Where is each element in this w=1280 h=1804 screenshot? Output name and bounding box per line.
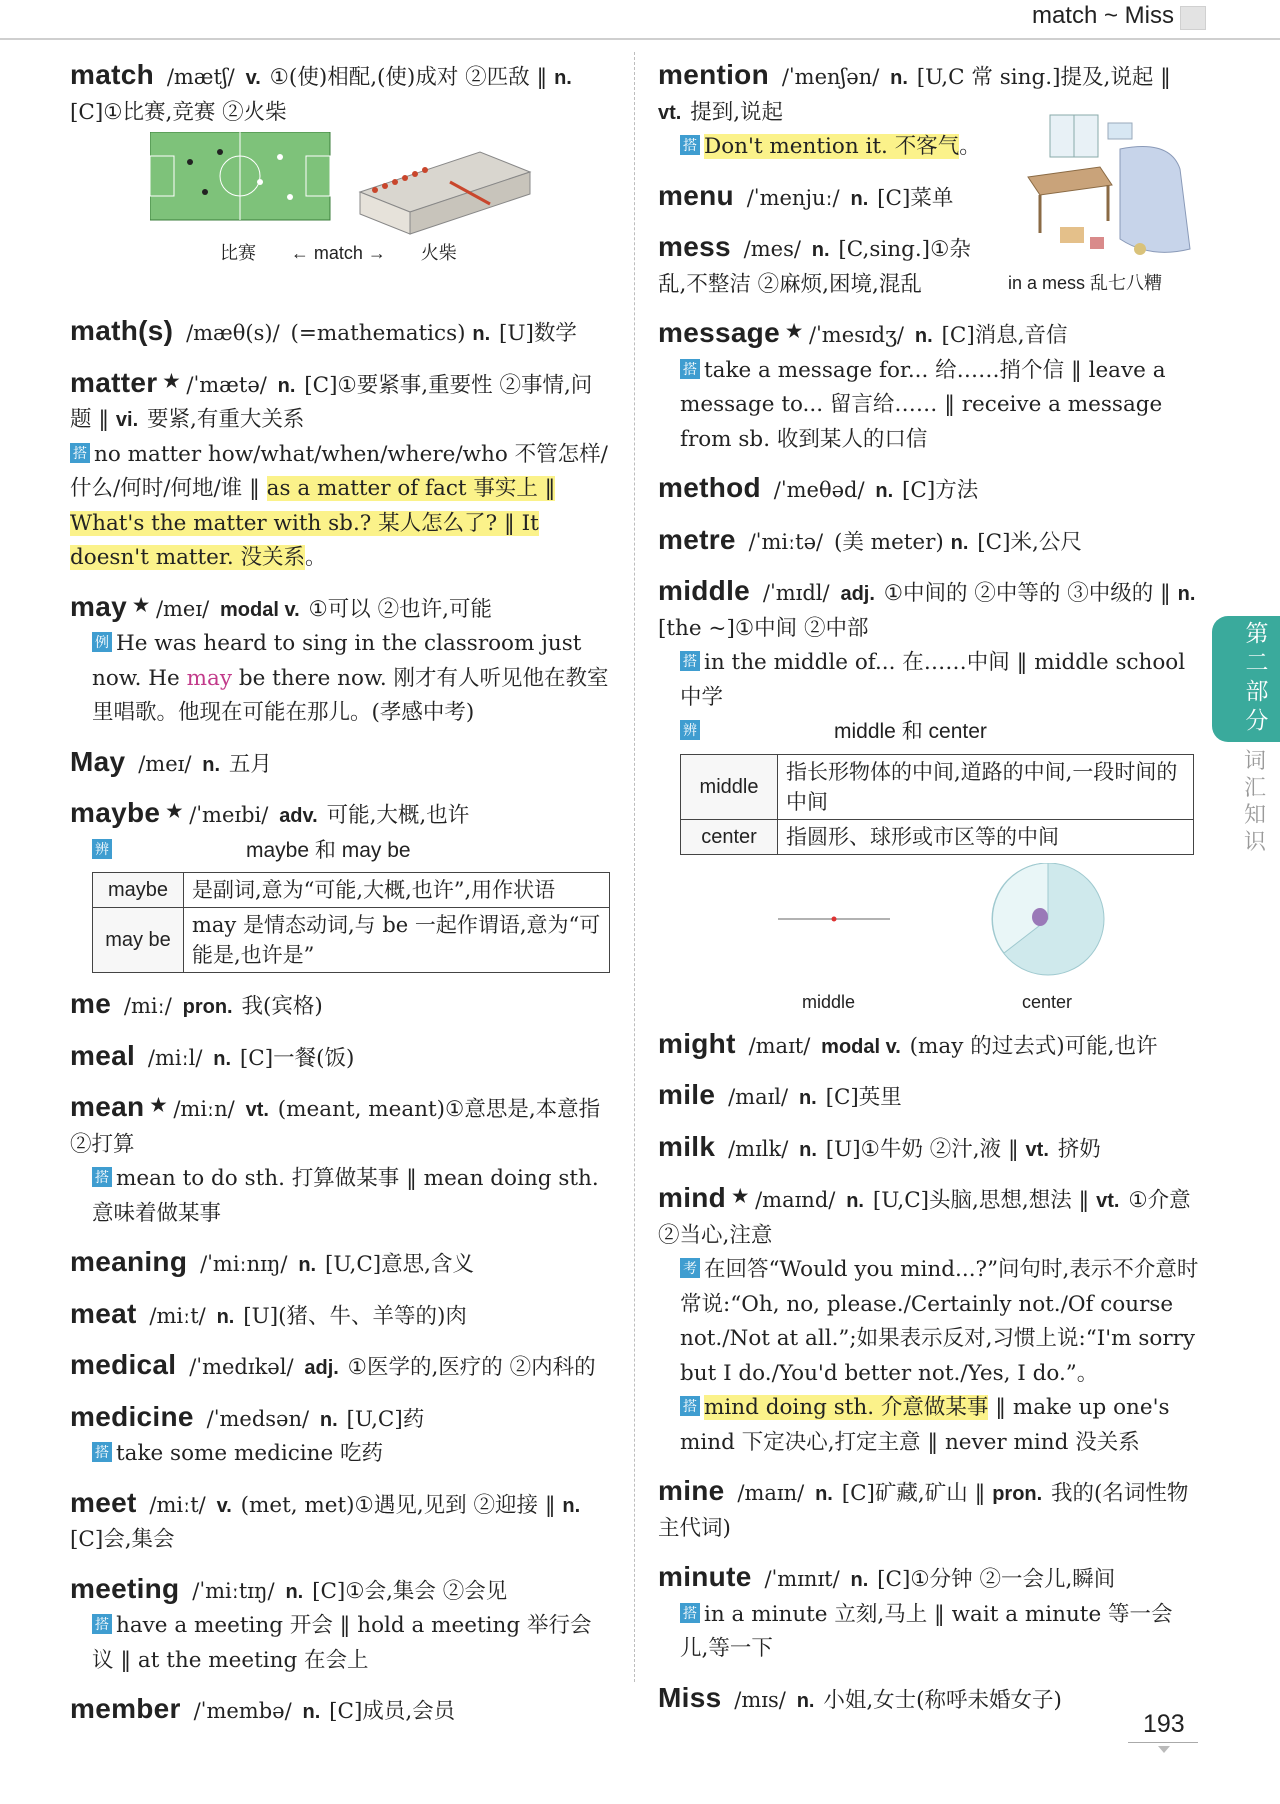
phonetic: /ˈmeθəd/ xyxy=(773,478,865,502)
headword: member xyxy=(70,1693,181,1724)
definition: [C]英里 xyxy=(825,1085,902,1110)
definition: [the ~]①中间 ②中部 xyxy=(658,615,869,641)
headword: mind xyxy=(658,1182,727,1213)
distinguish-title: middle 和 center xyxy=(834,720,987,743)
table-row xyxy=(93,908,610,973)
part-of-speech: modal v. xyxy=(220,598,300,621)
headword: minute xyxy=(658,1561,752,1592)
headword: May xyxy=(70,745,126,777)
definition: ①中间的 ②中等的 ③中级的 ‖ xyxy=(883,581,1178,606)
definition: (=mathematics) xyxy=(290,321,466,346)
entry-mean xyxy=(70,1090,610,1231)
part-of-speech: n. xyxy=(277,374,296,397)
definition: [U](猪、牛、羊等的)肉 xyxy=(243,1303,467,1329)
definition: 五月 xyxy=(228,751,272,777)
part-of-speech: n. xyxy=(815,1483,833,1505)
headword: meet xyxy=(70,1486,137,1518)
collocation-tag: 搭 xyxy=(70,443,90,463)
part-of-speech: n. xyxy=(472,323,491,345)
entry-matter xyxy=(70,366,610,576)
phonetic: /miːn/ xyxy=(173,1097,235,1121)
menu-mess-text xyxy=(658,179,998,303)
phonetic: /ˈmedsən/ xyxy=(206,1406,310,1431)
part-of-speech: n. xyxy=(202,753,221,776)
phonetic: /ˈmeɪbi/ xyxy=(189,803,269,827)
entry-meeting xyxy=(70,1572,610,1679)
collocation-tag: 搭 xyxy=(680,651,700,671)
middle-center-illustration xyxy=(658,855,1200,1013)
collocations xyxy=(70,1609,610,1678)
headword: matter xyxy=(70,366,158,398)
headword: medicine xyxy=(70,1400,194,1432)
phonetic: /mes/ xyxy=(743,237,801,261)
part-of-speech: n. xyxy=(850,1569,869,1591)
part-of-speech: v. xyxy=(245,67,261,89)
distinguish-header xyxy=(658,715,1200,750)
definition: 我的(名词性物主代词) xyxy=(658,1481,1189,1541)
headword: mean xyxy=(70,1091,145,1122)
entry-member xyxy=(70,1692,610,1730)
collocation-tag: 搭 xyxy=(680,135,700,155)
entry-milk xyxy=(658,1130,1200,1168)
headword: milk xyxy=(658,1130,716,1162)
section-sublabel: 词汇知识 xyxy=(1243,749,1266,855)
example-text: be there now. 刚才有人听见他在教室里唱歌。他现在可能在那儿。(孝感中考) xyxy=(92,665,609,725)
phonetic: /ˈmɪnɪt/ xyxy=(764,1567,840,1591)
caption-middle: middle xyxy=(802,991,856,1012)
entry-medical xyxy=(70,1348,610,1386)
definition: [C]会,集会 xyxy=(70,1527,175,1552)
example-keyword: may xyxy=(186,665,232,691)
definition: [U,C]药 xyxy=(346,1406,425,1432)
star-mark: ★ xyxy=(163,370,180,391)
definition: [C]消息,音信 xyxy=(941,323,1068,348)
phonetic: /miːt/ xyxy=(149,1492,206,1517)
part-of-speech: n. xyxy=(1177,583,1196,605)
collocation-tag: 搭 xyxy=(92,1442,112,1462)
collocation-highlight: mind doing sth. 介意做某事 xyxy=(704,1395,989,1420)
part-of-speech: n. xyxy=(796,1689,815,1712)
part-of-speech: n. xyxy=(890,67,908,89)
table-row xyxy=(681,754,1194,819)
part-of-speech: n. xyxy=(319,1408,338,1431)
part-of-speech: vt. xyxy=(245,1099,269,1121)
menu-mess-block xyxy=(658,179,1200,303)
phonetic: /ˈmiːtə/ xyxy=(748,529,824,554)
phonetic: /meɪ/ xyxy=(155,596,210,621)
part-of-speech: n. xyxy=(799,1138,817,1161)
part-of-speech: n. xyxy=(850,187,869,210)
left-column xyxy=(70,58,610,1744)
star-mark: ★ xyxy=(732,1186,749,1206)
punctuation: 。 xyxy=(959,134,981,159)
definition: (may 的过去式)可能,也许 xyxy=(909,1033,1158,1059)
definition: [C,sing.]①杂乱,不整洁 ②麻烦,困境,混乱 xyxy=(658,237,971,297)
phonetic: /ˈmenjuː/ xyxy=(746,185,840,210)
headword: mile xyxy=(658,1079,716,1110)
maybe-comparison-table xyxy=(92,872,610,973)
headword: middle xyxy=(658,575,751,606)
punctuation: 。 xyxy=(305,545,327,570)
exam-text: 在回答“Would you mind...?”问句时,表示不介意时常说:“Oh, no, please./Certainly not./Of course not./Not at all.”;如果表示反对,习惯上说:“I'm sorry but I do./You'd better not./Yes, I do.”。 xyxy=(680,1257,1199,1386)
star-mark: ★ xyxy=(785,321,803,341)
definition: [C]菜单 xyxy=(877,185,954,211)
entry-miss xyxy=(658,1681,1200,1719)
definition: (met, met)①遇见,见到 ②迎接 ‖ xyxy=(240,1492,563,1518)
headword: might xyxy=(658,1027,736,1059)
table-row xyxy=(681,819,1194,854)
headword: metre xyxy=(658,523,736,555)
table-value: 指圆形、球形或市区等的中间 xyxy=(778,819,1194,854)
table-key: may be xyxy=(93,908,184,973)
phonetic: /mætʃ/ xyxy=(166,65,235,89)
entry-meal xyxy=(70,1039,610,1077)
collocation-tag: 搭 xyxy=(680,359,700,379)
collocations xyxy=(70,1437,610,1472)
definition: ①可以 ②也许,可能 xyxy=(308,596,492,622)
definition: [C]成员,会员 xyxy=(329,1699,456,1724)
table-key: middle xyxy=(681,754,778,819)
definition: 提到,说起 xyxy=(690,99,784,125)
phonetic: /mɪs/ xyxy=(734,1687,786,1712)
distinguish-title: maybe 和 may be xyxy=(246,838,411,862)
part-of-speech: adj. xyxy=(304,1357,339,1379)
definition: [U]①牛奶 ②汁,液 ‖ xyxy=(825,1136,1026,1162)
definition: [U,C]意思,含义 xyxy=(324,1252,474,1277)
distinguish-tag: 辨 xyxy=(680,720,700,740)
headword: menu xyxy=(658,179,734,211)
phonetic: /ˈmedɪkəl/ xyxy=(189,1355,294,1379)
definition: [C]①要紧事,重要性 ②事情,问题 ‖ xyxy=(70,372,593,432)
distinguish-tag: 辨 xyxy=(92,839,112,859)
table-key: maybe xyxy=(93,873,184,908)
collocation-text: in a minute 立刻,马上 ‖ wait a minute 等一会儿,等一下 xyxy=(680,1601,1173,1661)
headword: mention xyxy=(658,59,769,90)
entry-meat xyxy=(70,1297,610,1335)
collocation-text: ‖ make up one's mind 下定决心,打定主意 ‖ never mind 没关系 xyxy=(680,1395,1170,1455)
entry-meaning xyxy=(70,1245,610,1283)
collocations xyxy=(658,1391,1200,1460)
page-header xyxy=(0,0,1280,40)
page-number-rule xyxy=(1128,1742,1198,1743)
headword: meal xyxy=(70,1039,136,1071)
definition: ①医学的,医疗的 ②内科的 xyxy=(347,1355,596,1380)
phonetic: /maɪnd/ xyxy=(755,1188,836,1212)
exam-note xyxy=(658,1253,1200,1391)
example-tag: 例 xyxy=(92,632,112,652)
caption-center: center xyxy=(1022,991,1073,1012)
headword: mine xyxy=(658,1475,725,1506)
headword: match xyxy=(70,59,154,90)
table-value: 指长形物体的中间,道路的中间,一段时间的中间 xyxy=(778,754,1194,819)
phonetic: /mæθ(s)/ xyxy=(186,321,280,345)
part-of-speech: n. xyxy=(216,1305,235,1328)
phonetic: /ˈmætə/ xyxy=(186,372,267,397)
part-of-speech: n. xyxy=(950,531,969,554)
headword: math(s) xyxy=(70,315,174,346)
entry-metre xyxy=(658,523,1200,561)
entry-maths xyxy=(70,314,610,352)
headword: may xyxy=(70,590,127,622)
entry-maybe xyxy=(70,796,610,973)
example-text: He was heard to sing in the classroom just now. He xyxy=(92,631,582,691)
part-of-speech: n. xyxy=(302,1701,321,1723)
headword: meeting xyxy=(70,1572,180,1604)
definition: 小姐,女士(称呼未婚女子) xyxy=(823,1687,1062,1713)
collocations xyxy=(658,1598,1200,1667)
column-divider xyxy=(634,52,635,1682)
part-of-speech: adj. xyxy=(840,583,875,605)
mess-caption: in a mess 乱七八糟 xyxy=(1008,272,1163,293)
star-mark: ★ xyxy=(132,594,150,615)
collocation-text: have a meeting 开会 ‖ hold a meeting 举行会议 ‖ at the meeting 在会上 xyxy=(92,1613,592,1673)
table-row xyxy=(93,873,610,908)
part-of-speech: vt. xyxy=(1096,1190,1120,1212)
definition: [C]一餐(饭) xyxy=(239,1045,355,1071)
table-value: 是副词,意为“可能,大概,也许”,用作状语 xyxy=(184,873,610,908)
entry-meet xyxy=(70,1486,610,1558)
entry-menu xyxy=(658,179,998,217)
middle-center-comparison-table xyxy=(680,754,1194,855)
entry-minute xyxy=(658,1560,1200,1667)
phonetic: /miː/ xyxy=(123,994,172,1018)
headword: maybe xyxy=(70,797,161,828)
caption-left: 比赛 xyxy=(220,243,256,263)
definition: (meant, meant)①意思是,本意指 ②打算 xyxy=(70,1097,601,1157)
part-of-speech: pron. xyxy=(992,1483,1043,1505)
collocation-tag: 搭 xyxy=(92,1614,112,1634)
definition: 我(宾格) xyxy=(241,994,323,1019)
part-of-speech: adv. xyxy=(279,805,318,827)
phonetic: /ˈmesɪdʒ/ xyxy=(808,323,905,347)
part-of-speech: modal v. xyxy=(821,1035,901,1058)
headword: medical xyxy=(70,1349,177,1380)
part-of-speech: vt. xyxy=(1025,1138,1049,1161)
part-of-speech: vi. xyxy=(115,409,139,431)
headword: me xyxy=(70,988,112,1019)
entry-medicine xyxy=(70,1400,610,1472)
collocation-tag: 搭 xyxy=(680,1603,700,1623)
definition: 挤奶 xyxy=(1057,1136,1101,1162)
example-sentence xyxy=(70,627,610,731)
collocations xyxy=(658,354,1200,458)
phonetic: /miːl/ xyxy=(147,1045,203,1070)
phonetic: /mɪlk/ xyxy=(728,1136,789,1161)
phonetic: /maɪl/ xyxy=(728,1085,789,1109)
caption-right: 火柴 xyxy=(420,243,457,263)
collocation-text: take a message for... 给……捎个信 ‖ leave a message to... 留言给…… ‖ receive a message from sb. 收到某人的口信 xyxy=(680,357,1166,452)
definition: [U]数学 xyxy=(499,321,577,346)
phonetic: /ˈmɪdl/ xyxy=(762,581,830,605)
entry-might xyxy=(658,1027,1200,1065)
collocations xyxy=(70,1162,610,1231)
part-of-speech: n. xyxy=(213,1047,232,1070)
part-of-speech: n. xyxy=(914,325,933,347)
entry-middle xyxy=(658,574,1200,1013)
distinguish-header xyxy=(70,834,610,869)
collocation-tag: 搭 xyxy=(680,1396,700,1416)
header-marker-icon xyxy=(1180,6,1206,30)
phonetic: /ˈmiːtɪŋ/ xyxy=(192,1578,275,1603)
part-of-speech: n. xyxy=(875,480,894,502)
definition: 要紧,有重大关系 xyxy=(147,407,305,432)
part-of-speech: n. xyxy=(554,67,572,89)
part-of-speech: v. xyxy=(216,1494,232,1517)
table-key: center xyxy=(681,819,778,854)
phonetic: /ˈmiːnɪŋ/ xyxy=(200,1252,288,1276)
definition: [U,C 常 sing.]提及,说起 ‖ xyxy=(916,65,1171,90)
definition: ①介意 ②当心,注意 xyxy=(658,1188,1191,1248)
page-number: 193 xyxy=(1143,1710,1185,1738)
definition: (美 meter) xyxy=(833,529,944,555)
entry-may-month xyxy=(70,745,610,783)
entry-mind xyxy=(658,1181,1200,1460)
entry-message xyxy=(658,316,1200,457)
collocation-text: mean to do sth. 打算做某事 ‖ mean doing sth. 意味着做某事 xyxy=(92,1166,599,1226)
headword: mess xyxy=(658,231,731,262)
phonetic: /ˈmembə/ xyxy=(193,1699,292,1723)
phonetic: /miːt/ xyxy=(149,1303,206,1328)
phonetic: /meɪ/ xyxy=(138,751,192,776)
phonetic: /maɪt/ xyxy=(748,1033,811,1058)
part-of-speech: vt. xyxy=(658,101,682,124)
match-illustration xyxy=(70,130,610,300)
entry-method xyxy=(658,471,1200,509)
page-down-marker-icon xyxy=(1158,1746,1170,1753)
headword: message xyxy=(658,317,780,348)
phonetic: /ˈmenʃən/ xyxy=(781,65,880,89)
definition: 可能,大概,也许 xyxy=(326,803,470,828)
star-mark: ★ xyxy=(166,801,183,821)
definition: [C]①会,集会 ②会见 xyxy=(312,1578,508,1604)
collocation-text: no matter how/what/when/where/who 不管怎样/什么/何时/何地/谁 ‖ xyxy=(70,441,608,501)
definition: [U,C]头脑,思想,想法 ‖ xyxy=(872,1188,1097,1213)
collocations xyxy=(658,646,1200,715)
part-of-speech: n. xyxy=(298,1254,317,1276)
part-of-speech: n. xyxy=(562,1494,581,1517)
definition: [C]米,公尺 xyxy=(977,529,1082,555)
entry-mile xyxy=(658,1078,1200,1116)
messy-room-image xyxy=(1020,109,1220,269)
collocations xyxy=(70,438,610,576)
entry-match xyxy=(70,58,610,300)
part-of-speech: n. xyxy=(798,1087,817,1109)
entry-mine xyxy=(658,1474,1200,1546)
definition: [C]①比赛,竞赛 ②火柴 xyxy=(70,99,287,125)
mess-illustration xyxy=(1008,109,1220,299)
headword: method xyxy=(658,472,761,503)
definition: ①(使)相配,(使)成对 ②匹敌 ‖ xyxy=(269,65,555,90)
line-and-sphere-image xyxy=(678,863,1198,987)
part-of-speech: n. xyxy=(285,1580,304,1603)
collocations xyxy=(658,130,1010,165)
entry-me xyxy=(70,987,610,1025)
headword: meaning xyxy=(70,1246,188,1277)
match-figure-caption xyxy=(220,236,457,271)
collocation-text: in the middle of... 在……中间 ‖ middle school 中学 xyxy=(680,650,1186,710)
collocation-text: take some medicine 吃药 xyxy=(116,1441,384,1466)
headword: Miss xyxy=(658,1681,722,1713)
entry-mess xyxy=(658,230,998,302)
right-column xyxy=(658,58,1200,1732)
definition: [C]①分钟 ②一会儿,瞬间 xyxy=(877,1567,1116,1592)
part-of-speech: n. xyxy=(811,239,830,261)
section-tab-label: 第二部分 xyxy=(1245,621,1269,734)
exam-tag: 考 xyxy=(680,1258,700,1278)
running-head: match ~ Miss xyxy=(1031,2,1174,29)
caption-mid: ← match → xyxy=(290,243,386,263)
collocation-tag: 搭 xyxy=(92,1167,112,1187)
entry-may xyxy=(70,590,610,731)
definition: [C]矿藏,矿山 ‖ xyxy=(841,1481,993,1506)
table-value: may 是情态动词,与 be 一起作谓语,意为“可能是,也许是” xyxy=(184,908,610,973)
headword: meat xyxy=(70,1297,137,1329)
part-of-speech: n. xyxy=(846,1190,864,1212)
phonetic: /maɪn/ xyxy=(737,1481,805,1505)
definition: [C]方法 xyxy=(902,478,979,503)
collocation-highlight: as a matter of fact 事实上 ‖ What's the matter with sb.? 某人怎么了? ‖ It doesn't matter. 没关系 xyxy=(70,476,556,570)
star-mark: ★ xyxy=(150,1095,167,1115)
part-of-speech: pron. xyxy=(182,996,233,1018)
collocation-highlight: Don't mention it. 不客气 xyxy=(704,134,960,159)
